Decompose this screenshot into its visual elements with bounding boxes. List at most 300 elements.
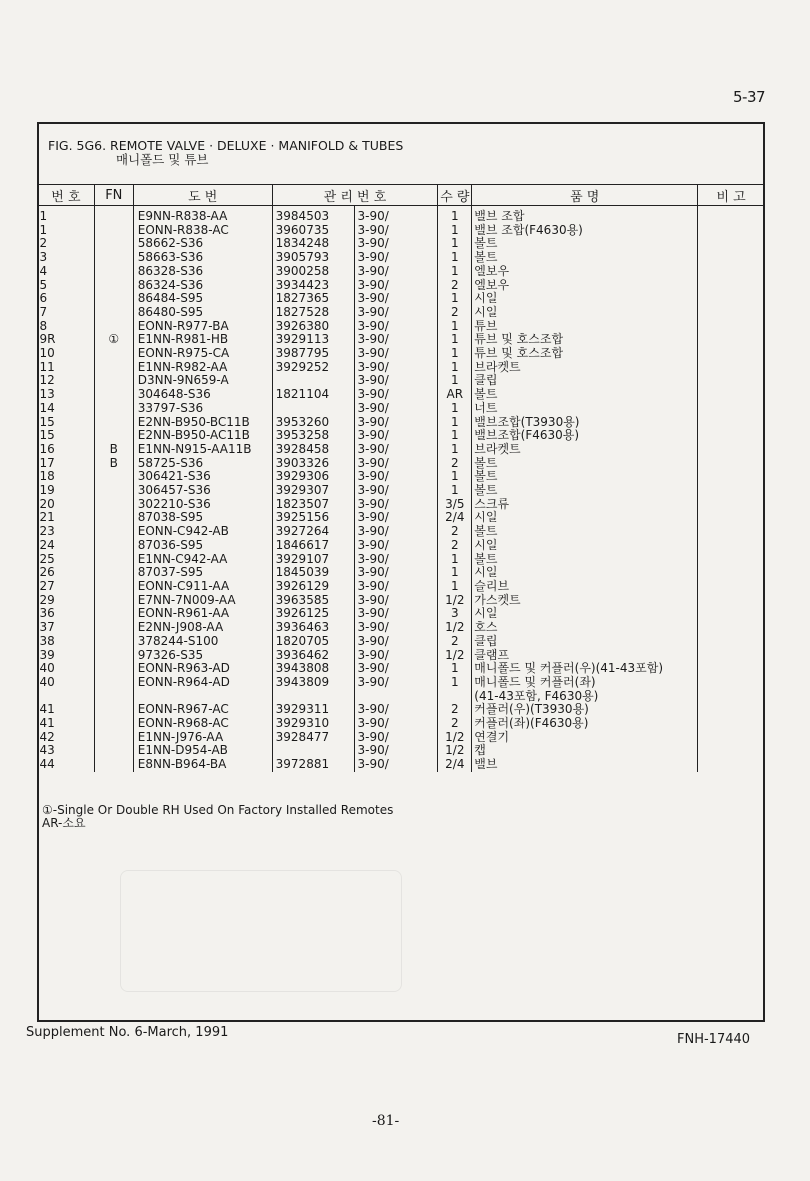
cell-no: 41	[39, 702, 55, 717]
cell-rem	[698, 498, 765, 512]
cell-no: 11	[39, 359, 55, 374]
cell-mgmt: 3927264	[272, 525, 354, 539]
cell-mgmt: 3929107	[272, 553, 354, 567]
cell-name: 튜브	[472, 320, 698, 334]
cell-fn	[94, 539, 133, 553]
table-row	[38, 744, 765, 758]
cell-mgmt: 3926380	[272, 320, 354, 334]
note-line: ①-Single Or Double RH Used On Factory Installed Remotes	[42, 803, 394, 817]
cell-rem	[698, 731, 765, 745]
cell-rem	[698, 621, 765, 635]
cell-name: 캡	[472, 744, 698, 758]
cell-mgmt: 3963585	[272, 594, 354, 608]
cell-name: 시일	[472, 306, 698, 320]
cell-name: 시일	[472, 566, 698, 580]
cell-name: 시일	[472, 539, 698, 553]
cell-date: 3-90/	[354, 744, 438, 758]
cell-no: 15	[39, 414, 55, 429]
cell-date: 3-90/	[354, 731, 438, 745]
cell-name: 클램프	[472, 649, 698, 663]
cell-fn	[94, 361, 133, 375]
cell-date: 3-90/	[354, 621, 438, 635]
cell-rem	[698, 717, 765, 731]
cell-part: 87036-S95	[133, 539, 272, 553]
cell-name: 시일	[472, 607, 698, 621]
cell-rem	[698, 320, 765, 334]
table-row	[38, 511, 765, 525]
cell-fn	[94, 402, 133, 416]
cell-rem	[698, 265, 765, 279]
cell-no: 40	[39, 674, 55, 689]
table-row	[38, 251, 765, 265]
notes	[42, 804, 393, 830]
cell-name: 브라켓트	[472, 361, 698, 375]
cell-mgmt: 3929252	[272, 361, 354, 375]
cell-name: 엘보우	[472, 279, 698, 293]
cell-qty: 1	[438, 553, 472, 567]
cell-rem	[698, 676, 765, 690]
cell-fn	[94, 662, 133, 676]
cell-mgmt: 3936463	[272, 621, 354, 635]
table-row	[38, 265, 765, 279]
cell-fn	[94, 237, 133, 251]
cell-qty: 1	[438, 402, 472, 416]
table-row	[38, 553, 765, 567]
cell-date: 3-90/	[354, 224, 438, 238]
cell-rem	[698, 594, 765, 608]
cell-rem	[698, 566, 765, 580]
cell-date: 3-90/	[354, 649, 438, 663]
cell-date: 3-90/	[354, 374, 438, 388]
table-row	[38, 333, 765, 347]
cell-no: 2	[39, 236, 48, 251]
cell-no: 1	[39, 209, 48, 223]
cell-date: 3-90/	[354, 607, 438, 621]
figure-title-kr: 매니폴드 및 튜브	[116, 152, 209, 167]
cell-qty: 1	[438, 347, 472, 361]
cell-part: E1NN-N915-AA11B	[133, 443, 272, 457]
table-row	[38, 361, 765, 375]
cell-part: E9NN-R838-AA	[133, 210, 272, 224]
cell-rem	[698, 457, 765, 471]
cell-rem	[698, 443, 765, 457]
cell-part: E2NN-B950-AC11B	[133, 429, 272, 443]
cell-name: 밸브조합(F4630용)	[472, 429, 698, 443]
cell-fn	[94, 470, 133, 484]
header-remarks: 비 고	[698, 185, 765, 206]
cell-rem	[698, 306, 765, 320]
cell-no: 13	[39, 387, 55, 402]
cell-qty: 2/4	[438, 511, 472, 525]
table-row	[38, 635, 765, 649]
cell-no: 42	[39, 729, 55, 744]
table-row	[38, 594, 765, 608]
doc-code: FNH-17440	[677, 1032, 751, 1047]
cell-date: 3-90/	[354, 306, 438, 320]
cell-qty: 1/2	[438, 594, 472, 608]
cell-part: 86324-S36	[133, 279, 272, 293]
cell-part: 378244-S100	[133, 635, 272, 649]
cell-date: 3-90/	[354, 511, 438, 525]
cell-fn	[94, 580, 133, 594]
cell-fn	[94, 429, 133, 443]
cell-date: 3-90/	[354, 676, 438, 690]
cell-part: EONN-R838-AC	[133, 224, 272, 238]
cell-date: 3-90/	[354, 635, 438, 649]
cell-part: EONN-R963-AD	[133, 662, 272, 676]
cell-name: 호스	[472, 621, 698, 635]
cell-part: D3NN-9N659-A	[133, 374, 272, 388]
cell-date: 3-90/	[354, 210, 438, 224]
cell-name: 밸브조합(T3930용)	[472, 416, 698, 430]
cell-fn	[94, 292, 133, 306]
cell-fn	[94, 758, 133, 772]
cell-rem	[698, 292, 765, 306]
cell-date: 3-90/	[354, 416, 438, 430]
cell-fn	[94, 676, 133, 690]
cell-qty: 2	[438, 306, 472, 320]
cell-name: 밸브 조합(F4630용)	[472, 224, 698, 238]
cell-fn	[94, 553, 133, 567]
cell-mgmt: 3928477	[272, 731, 354, 745]
page-bottom-number: -81-	[372, 1113, 400, 1129]
cell-rem	[698, 690, 765, 704]
table-row	[38, 210, 765, 224]
cell-date: 3-90/	[354, 539, 438, 553]
cell-rem	[698, 333, 765, 347]
cell-mgmt: 3934423	[272, 279, 354, 293]
cell-fn	[94, 731, 133, 745]
cell-no: 4	[39, 263, 48, 278]
cell-rem	[698, 388, 765, 402]
cell-qty: 3/5	[438, 498, 472, 512]
cell-fn	[94, 511, 133, 525]
cell-qty: 1	[438, 580, 472, 594]
cell-qty: 1/2	[438, 649, 472, 663]
cell-date: 3-90/	[354, 333, 438, 347]
table-row	[38, 306, 765, 320]
cell-qty: 1	[438, 429, 472, 443]
cell-part: 87038-S95	[133, 511, 272, 525]
cell-mgmt: 1820705	[272, 635, 354, 649]
cell-qty: 1	[438, 237, 472, 251]
cell-rem	[698, 525, 765, 539]
cell-mgmt: 3936462	[272, 649, 354, 663]
cell-part: 306421-S36	[133, 470, 272, 484]
cell-name: 볼트	[472, 553, 698, 567]
cell-part: 306457-S36	[133, 484, 272, 498]
cell-date: 3-90/	[354, 525, 438, 539]
cell-no: 37	[39, 620, 55, 635]
cell-name: 볼트	[472, 388, 698, 402]
cell-fn	[94, 566, 133, 580]
cell-qty: AR	[438, 388, 472, 402]
cell-mgmt	[272, 744, 354, 758]
table-row	[38, 416, 765, 430]
cell-mgmt: 3943808	[272, 662, 354, 676]
cell-fn	[94, 744, 133, 758]
cell-qty: 1	[438, 443, 472, 457]
cell-qty: 1	[438, 662, 472, 676]
cell-no: 1	[39, 222, 48, 237]
cell-qty: 1	[438, 224, 472, 238]
cell-part: 304648-S36	[133, 388, 272, 402]
cell-fn	[94, 374, 133, 388]
cell-qty: 2	[438, 457, 472, 471]
cell-part: EONN-R961-AA	[133, 607, 272, 621]
table-row	[38, 388, 765, 402]
cell-part: EONN-R964-AD	[133, 676, 272, 690]
cell-no: 3	[39, 250, 48, 265]
cell-mgmt: 3987795	[272, 347, 354, 361]
cell-name: 밸브	[472, 758, 698, 772]
cell-name: 연결기	[472, 731, 698, 745]
cell-fn	[94, 690, 133, 704]
cell-part: 87037-S95	[133, 566, 272, 580]
cell-rem	[698, 662, 765, 676]
table-row	[38, 470, 765, 484]
cell-no: 9R	[39, 332, 56, 347]
table-row	[38, 443, 765, 457]
cell-rem	[698, 237, 765, 251]
cell-name: 볼트	[472, 457, 698, 471]
cell-rem	[698, 402, 765, 416]
cell-name: 슬리브	[472, 580, 698, 594]
cell-date: 3-90/	[354, 361, 438, 375]
cell-date: 3-90/	[354, 292, 438, 306]
cell-mgmt: 3905793	[272, 251, 354, 265]
cell-fn	[94, 525, 133, 539]
cell-rem	[698, 649, 765, 663]
cell-fn	[94, 306, 133, 320]
supplement-label: Supplement No. 6-March, 1991	[26, 1025, 229, 1040]
table-row	[38, 498, 765, 512]
cell-qty: 1	[438, 484, 472, 498]
cell-fn	[94, 320, 133, 334]
cell-mgmt: 1827365	[272, 292, 354, 306]
cell-name: (41-43포함, F4630용)	[472, 690, 698, 704]
cell-qty: 1/2	[438, 621, 472, 635]
table-row	[38, 662, 765, 676]
cell-part: 86480-S95	[133, 306, 272, 320]
cell-rem	[698, 703, 765, 717]
cell-fn	[94, 388, 133, 402]
cell-no: 25	[39, 551, 55, 566]
cell-rem	[698, 553, 765, 567]
cell-mgmt: 1834248	[272, 237, 354, 251]
cell-qty: 1	[438, 265, 472, 279]
table-row	[38, 731, 765, 745]
cell-name: 볼트	[472, 237, 698, 251]
cell-rem	[698, 361, 765, 375]
cell-rem	[698, 470, 765, 484]
table-row	[38, 429, 765, 443]
table-row	[38, 279, 765, 293]
cell-rem	[698, 484, 765, 498]
cell-fn	[94, 607, 133, 621]
cell-name: 클립	[472, 635, 698, 649]
cell-mgmt: 3926125	[272, 607, 354, 621]
cell-mgmt: 3953258	[272, 429, 354, 443]
cell-date: 3-90/	[354, 594, 438, 608]
cell-date: 3-90/	[354, 388, 438, 402]
cell-part	[133, 690, 272, 704]
cell-qty: 1/2	[438, 731, 472, 745]
table-row	[38, 402, 765, 416]
cell-fn: ①	[94, 333, 133, 347]
cell-name: 커플러(우)(T3930용)	[472, 703, 698, 717]
cell-no: 15	[39, 428, 55, 443]
cell-no: 12	[39, 373, 55, 388]
cell-date: 3-90/	[354, 237, 438, 251]
cell-mgmt: 1827528	[272, 306, 354, 320]
cell-no: 8	[39, 318, 48, 333]
cell-no: 41	[39, 716, 55, 731]
header-qty: 수 량	[438, 185, 472, 206]
cell-qty: 1	[438, 374, 472, 388]
cell-part: E2NN-J908-AA	[133, 621, 272, 635]
cell-name: 튜브 및 호스조합	[472, 333, 698, 347]
cell-date: 3-90/	[354, 662, 438, 676]
cell-date: 3-90/	[354, 470, 438, 484]
cell-rem	[698, 224, 765, 238]
cell-mgmt: 3960735	[272, 224, 354, 238]
cell-no: 23	[39, 524, 55, 539]
cell-date: 3-90/	[354, 498, 438, 512]
cell-qty: 1	[438, 210, 472, 224]
cell-mgmt: 1845039	[272, 566, 354, 580]
cell-fn	[94, 279, 133, 293]
header-fn: FN	[94, 185, 133, 206]
cell-date: 3-90/	[354, 553, 438, 567]
cell-date: 3-90/	[354, 484, 438, 498]
cell-name: 클립	[472, 374, 698, 388]
cell-fn: B	[94, 443, 133, 457]
cell-no: 24	[39, 537, 55, 552]
cell-date: 3-90/	[354, 717, 438, 731]
cell-name: 시일	[472, 511, 698, 525]
cell-part: 302210-S36	[133, 498, 272, 512]
cell-date: 3-90/	[354, 703, 438, 717]
cell-mgmt: 1823507	[272, 498, 354, 512]
cell-part: E1NN-R981-HB	[133, 333, 272, 347]
cell-date: 3-90/	[354, 402, 438, 416]
cell-part: 86328-S36	[133, 265, 272, 279]
cell-no: 18	[39, 469, 55, 484]
cell-date: 3-90/	[354, 429, 438, 443]
cell-part: 58662-S36	[133, 237, 272, 251]
cell-qty: 1	[438, 292, 472, 306]
cell-part: 97326-S35	[133, 649, 272, 663]
cell-no: 26	[39, 565, 55, 580]
cell-mgmt: 3925156	[272, 511, 354, 525]
table-row	[38, 690, 765, 704]
cell-no: 17	[39, 455, 55, 470]
cell-no: 38	[39, 633, 55, 648]
cell-date: 3-90/	[354, 251, 438, 265]
page-number: 5-37	[733, 88, 766, 106]
parts-table	[37, 184, 765, 772]
table-row	[38, 703, 765, 717]
cell-name: 볼트	[472, 251, 698, 265]
cell-name: 볼트	[472, 484, 698, 498]
cell-fn: B	[94, 457, 133, 471]
cell-part: EONN-R975-CA	[133, 347, 272, 361]
note-line: AR-소요	[42, 816, 86, 830]
cell-qty: 1	[438, 251, 472, 265]
cell-date: 3-90/	[354, 566, 438, 580]
figure-title	[48, 139, 403, 167]
cell-rem	[698, 251, 765, 265]
cell-rem	[698, 429, 765, 443]
cell-qty: 1	[438, 470, 472, 484]
cell-date: 3-90/	[354, 443, 438, 457]
cell-rem	[698, 210, 765, 224]
cell-name: 볼트	[472, 525, 698, 539]
cell-rem	[698, 744, 765, 758]
cell-part: EONN-C942-AB	[133, 525, 272, 539]
cell-fn	[94, 224, 133, 238]
cell-no: 16	[39, 441, 55, 456]
cell-fn	[94, 265, 133, 279]
table-row	[38, 621, 765, 635]
cell-rem	[698, 347, 765, 361]
cell-no: 10	[39, 346, 55, 361]
table-body	[38, 206, 765, 772]
cell-fn	[94, 484, 133, 498]
cell-part: E8NN-B964-BA	[133, 758, 272, 772]
cell-fn	[94, 210, 133, 224]
cell-rem	[698, 279, 765, 293]
cell-fn	[94, 347, 133, 361]
cell-date: 3-90/	[354, 347, 438, 361]
cell-date: 3-90/	[354, 758, 438, 772]
cell-mgmt: 3900258	[272, 265, 354, 279]
cell-name: 시일	[472, 292, 698, 306]
cell-qty: 2	[438, 279, 472, 293]
cell-rem	[698, 539, 765, 553]
cell-no: 21	[39, 510, 55, 525]
cell-fn	[94, 498, 133, 512]
cell-no: 27	[39, 578, 55, 593]
cell-no: 40	[39, 661, 55, 676]
table-row	[38, 292, 765, 306]
header-no: 번 호	[38, 185, 95, 206]
cell-mgmt: 3929307	[272, 484, 354, 498]
cell-part: 33797-S36	[133, 402, 272, 416]
cell-no: 43	[39, 743, 55, 758]
table-row	[38, 457, 765, 471]
cell-rem	[698, 580, 765, 594]
cell-mgmt	[272, 402, 354, 416]
cell-name: 튜브 및 호스조합	[472, 347, 698, 361]
cell-no: 39	[39, 647, 55, 662]
cell-qty	[438, 690, 472, 704]
cell-rem	[698, 374, 765, 388]
cell-fn	[94, 717, 133, 731]
table-row	[38, 237, 765, 251]
cell-qty: 3	[438, 607, 472, 621]
cell-name: 매니폴드 및 커플러(우)(41-43포함)	[472, 662, 698, 676]
cell-no: 6	[39, 291, 48, 306]
cell-fn	[94, 251, 133, 265]
cell-part: EONN-R967-AC	[133, 703, 272, 717]
cell-fn	[94, 621, 133, 635]
cell-part: E1NN-D954-AB	[133, 744, 272, 758]
cell-mgmt: 1821104	[272, 388, 354, 402]
cell-part: E2NN-B950-BC11B	[133, 416, 272, 430]
table-header-row	[38, 185, 765, 206]
